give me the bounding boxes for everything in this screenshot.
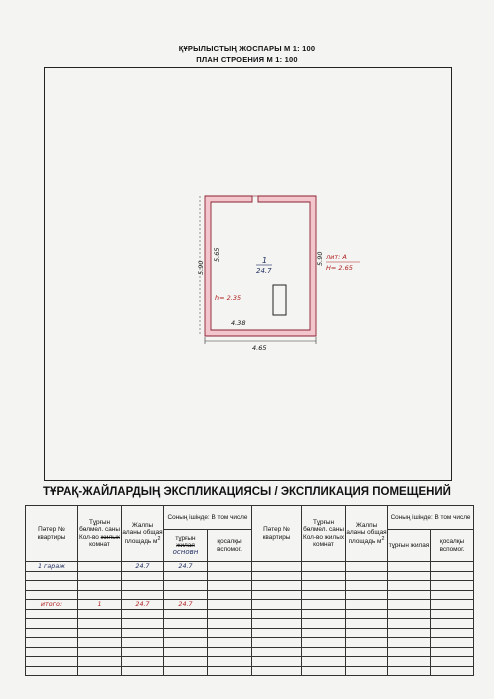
- cell-living: [164, 647, 208, 657]
- cell-apt: [26, 628, 78, 638]
- cell-total: [122, 581, 164, 591]
- cell-empty: [388, 647, 431, 657]
- cell-living: [164, 638, 208, 648]
- cell-empty: [388, 590, 431, 600]
- cell-empty: [346, 638, 388, 648]
- cell-empty: [302, 619, 346, 629]
- plan-title-russian: ПЛАН СТРОЕНИЯ М 1: 100: [196, 55, 298, 64]
- cell-total: [122, 657, 164, 667]
- cell-total: [122, 619, 164, 629]
- cell-rooms: [78, 571, 122, 581]
- cell-aux: [208, 571, 252, 581]
- left-outer-dimension: 5.90: [197, 260, 205, 275]
- cell-empty: [388, 609, 431, 619]
- cell-rooms: [78, 638, 122, 648]
- cell-empty: [252, 590, 302, 600]
- cell-living: 24.7: [164, 562, 208, 572]
- cell-empty: [252, 638, 302, 648]
- cell-empty: [431, 666, 474, 676]
- inner-bottom-dimension: 4.38: [231, 319, 246, 327]
- litera-height: H= 2.65: [326, 264, 353, 272]
- cell-total: [122, 590, 164, 600]
- cell-empty: [302, 638, 346, 648]
- right-dimension: 5.90: [316, 251, 324, 266]
- cell-living: [164, 590, 208, 600]
- cell-empty: [431, 581, 474, 591]
- cell-empty: [431, 638, 474, 648]
- table-row: [26, 600, 474, 610]
- table-row: [26, 647, 474, 657]
- cell-empty: [252, 657, 302, 667]
- cell-empty: [252, 628, 302, 638]
- room-height: h= 2.35: [215, 294, 242, 302]
- cell-apt: итого:: [26, 600, 78, 610]
- cell-empty: [431, 562, 474, 572]
- room-number: 1: [262, 256, 268, 265]
- cell-empty: [302, 600, 346, 610]
- cell-empty: [346, 647, 388, 657]
- cell-living: [164, 571, 208, 581]
- plan-title-kazakh: ҚҰРЫЛЫСТЫҢ ЖОСПАРЫ М 1: 100: [178, 44, 316, 53]
- cell-empty: [346, 619, 388, 629]
- room-area: 24.7: [256, 267, 272, 275]
- header-living: тұрғын жилая основн: [164, 530, 208, 562]
- cell-aux: [208, 628, 252, 638]
- cell-empty: [431, 571, 474, 581]
- cell-empty: [252, 666, 302, 676]
- litera-label: лит: А: [326, 253, 347, 261]
- cell-empty: [252, 581, 302, 591]
- cell-aux: [208, 647, 252, 657]
- cell-empty: [388, 600, 431, 610]
- cell-total: 24.7: [122, 562, 164, 572]
- cell-empty: [388, 638, 431, 648]
- cell-empty: [252, 619, 302, 629]
- cell-empty: [346, 562, 388, 572]
- table-row: [26, 581, 474, 591]
- cell-empty: [346, 590, 388, 600]
- header-auxiliary-2: қосалқы вспомог.: [431, 530, 474, 562]
- cell-living: [164, 581, 208, 591]
- cell-aux: [208, 590, 252, 600]
- cell-apt: [26, 619, 78, 629]
- cell-empty: [388, 562, 431, 572]
- cell-empty: [431, 590, 474, 600]
- cell-total: [122, 609, 164, 619]
- header-auxiliary: қосалқы вспомог.: [208, 530, 252, 562]
- cell-empty: [431, 657, 474, 667]
- header-room-count-2: Тұрғын бөлмел. саны Кол-во жилых комнат: [302, 506, 346, 562]
- header-apartment-number-2: Пәтер № квартиры: [252, 506, 302, 562]
- cell-rooms: [78, 666, 122, 676]
- cell-empty: [302, 628, 346, 638]
- header-including-2: Соның ішінде: В том числе: [388, 506, 474, 530]
- cell-apt: [26, 581, 78, 591]
- cell-apt: [26, 609, 78, 619]
- cell-empty: [431, 600, 474, 610]
- cell-empty: [346, 571, 388, 581]
- cell-apt: [26, 666, 78, 676]
- header-room-count: Тұрғын бөлмел. саны Кол-во жилых комнат: [78, 506, 122, 562]
- cell-aux: [208, 609, 252, 619]
- cell-empty: [252, 571, 302, 581]
- cell-aux: [208, 600, 252, 610]
- cell-empty: [252, 609, 302, 619]
- cell-living: [164, 609, 208, 619]
- table-row: [26, 638, 474, 648]
- cell-apt: [26, 571, 78, 581]
- cell-empty: [302, 657, 346, 667]
- cell-empty: [346, 666, 388, 676]
- cell-empty: [431, 609, 474, 619]
- cell-rooms: [78, 657, 122, 667]
- building-walls: [205, 196, 316, 336]
- cell-empty: [346, 581, 388, 591]
- header-living-2: тұрғын жилая: [388, 530, 431, 562]
- cell-rooms: [78, 619, 122, 629]
- cell-rooms: [78, 647, 122, 657]
- cell-empty: [346, 600, 388, 610]
- cell-total: [122, 647, 164, 657]
- cell-empty: [346, 657, 388, 667]
- outer-bottom-dimension: 4.65: [252, 344, 267, 352]
- table-row: [26, 657, 474, 667]
- cell-apt: 1 гараж: [26, 562, 78, 572]
- cell-empty: [302, 609, 346, 619]
- cell-empty: [388, 657, 431, 667]
- cell-rooms: [78, 590, 122, 600]
- header-including: Соның ішінде: В том числе: [164, 506, 252, 530]
- header-apartment-number: Пәтер № квартиры: [26, 506, 78, 562]
- cell-empty: [346, 609, 388, 619]
- cell-aux: [208, 666, 252, 676]
- cell-empty: [252, 600, 302, 610]
- cell-aux: [208, 638, 252, 648]
- cell-empty: [431, 647, 474, 657]
- cell-aux: [208, 619, 252, 629]
- table-row: [26, 609, 474, 619]
- explication-table: [25, 505, 474, 676]
- cell-rooms: [78, 581, 122, 591]
- cell-empty: [388, 666, 431, 676]
- table-row: [26, 619, 474, 629]
- cell-living: [164, 657, 208, 667]
- explication-title: ТҰРАҚ-ЖАЙЛАРДЫҢ ЭКСПЛИКАЦИЯСЫ / ЭКСПЛИКАЦИЯ ПОМЕЩЕНИЙ: [43, 486, 451, 498]
- table-row: [26, 571, 474, 581]
- header-total-area: Жалпы аланы общая площадь $м^2$: [122, 506, 164, 562]
- cell-rooms: [78, 609, 122, 619]
- cell-empty: [252, 647, 302, 657]
- cell-aux: [208, 581, 252, 591]
- cell-aux: [208, 657, 252, 667]
- cell-total: [122, 666, 164, 676]
- cell-living: [164, 619, 208, 629]
- cell-empty: [388, 581, 431, 591]
- cell-empty: [388, 619, 431, 629]
- table-row: [26, 666, 474, 676]
- table-row: [26, 562, 474, 572]
- cell-rooms: [78, 628, 122, 638]
- cell-total: [122, 571, 164, 581]
- cell-empty: [388, 628, 431, 638]
- explication-body: [26, 562, 474, 676]
- left-inner-dimension: 5.65: [213, 247, 221, 262]
- cell-empty: [302, 562, 346, 572]
- cell-empty: [302, 647, 346, 657]
- cell-empty: [302, 666, 346, 676]
- cell-total: [122, 638, 164, 648]
- cell-empty: [302, 590, 346, 600]
- cell-empty: [388, 571, 431, 581]
- cell-rooms: 1: [78, 600, 122, 610]
- cell-rooms: [78, 562, 122, 572]
- room-fixture: [273, 285, 286, 315]
- table-row: [26, 590, 474, 600]
- cell-empty: [302, 571, 346, 581]
- cell-total: 24.7: [122, 600, 164, 610]
- cell-empty: [346, 628, 388, 638]
- cell-living: [164, 628, 208, 638]
- cell-apt: [26, 590, 78, 600]
- cell-empty: [431, 628, 474, 638]
- cell-aux: [208, 562, 252, 572]
- cell-apt: [26, 647, 78, 657]
- cell-living: [164, 666, 208, 676]
- cell-empty: [302, 581, 346, 591]
- cell-apt: [26, 638, 78, 648]
- cell-total: [122, 628, 164, 638]
- cell-living: 24.7: [164, 600, 208, 610]
- cell-empty: [252, 562, 302, 572]
- cell-apt: [26, 657, 78, 667]
- header-total-area-2: Жалпы аланы общая площадь $м^2$: [346, 506, 388, 562]
- table-row: [26, 628, 474, 638]
- cell-empty: [431, 619, 474, 629]
